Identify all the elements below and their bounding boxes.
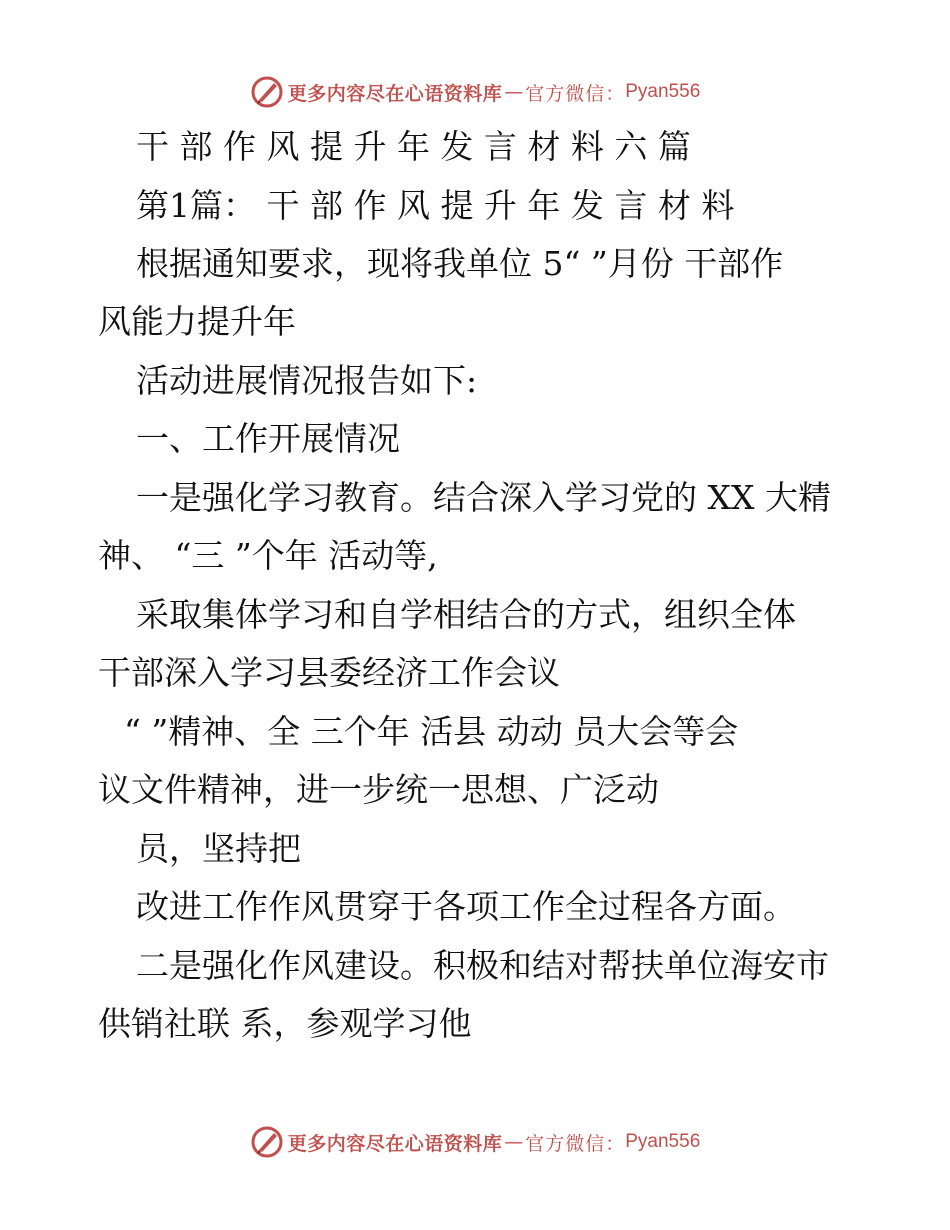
paragraph-line: 神、 “三 ”个年 活动等, bbox=[98, 536, 438, 575]
paragraph-line: 一是强化学习教育。结合深入学习党的 XX 大精 bbox=[136, 478, 831, 517]
paragraph-line: 活动进展情况报告如下: bbox=[136, 361, 478, 400]
watermark-wechat-label: 官方微信： bbox=[525, 82, 626, 105]
watermark-dash: — bbox=[504, 1131, 524, 1153]
header-watermark bbox=[0, 72, 950, 112]
watermark-dash: — bbox=[504, 81, 524, 103]
document-title: 干 部 作 风 提 升 年 发 言 材 料 六 篇 bbox=[136, 127, 691, 166]
paragraph-line: 议文件精神，进一步统一思想、广泛动 bbox=[98, 770, 659, 809]
footer-watermark bbox=[0, 1122, 950, 1162]
paragraph-line: 干部深入学习县委经济工作会议 bbox=[98, 653, 560, 692]
paragraph-line: 改进工作作风贯穿于各项工作全过程各方面。 bbox=[136, 887, 796, 926]
watermark-brand: 更多内容尽在心语资料库 bbox=[287, 82, 503, 105]
pen-circle-logo-icon bbox=[250, 1125, 284, 1159]
subheading: 一、工作开展情况 bbox=[136, 419, 400, 458]
pen-circle-logo-icon bbox=[250, 75, 284, 109]
paragraph-line: 风能力提升年 bbox=[98, 302, 296, 341]
paragraph-line: “ ”精神、全 三个年 活县 动动 员大会等会 bbox=[124, 712, 739, 751]
paragraph-line: 采取集体学习和自学相结合的方式，组织全体 bbox=[136, 595, 796, 634]
paragraph-line: 供销社联 系，参观学习他 bbox=[98, 1004, 472, 1043]
paragraph-line: 根据通知要求，现将我单位 5“ ”月份 干部作 bbox=[136, 244, 784, 283]
watermark-wechat-id: Pyan556 bbox=[625, 81, 701, 102]
watermark-wechat-id: Pyan556 bbox=[625, 1131, 701, 1152]
watermark-wechat-label: 官方微信： bbox=[525, 1132, 626, 1155]
paragraph-line: 员，坚持把 bbox=[136, 829, 301, 868]
paragraph-line: 二是强化作风建设。积极和结对帮扶单位海安市 bbox=[136, 946, 829, 985]
watermark-brand: 更多内容尽在心语资料库 bbox=[287, 1132, 503, 1155]
section-heading: 第1篇： 干 部 作 风 提 升 年 发 言 材 料 bbox=[136, 186, 735, 225]
